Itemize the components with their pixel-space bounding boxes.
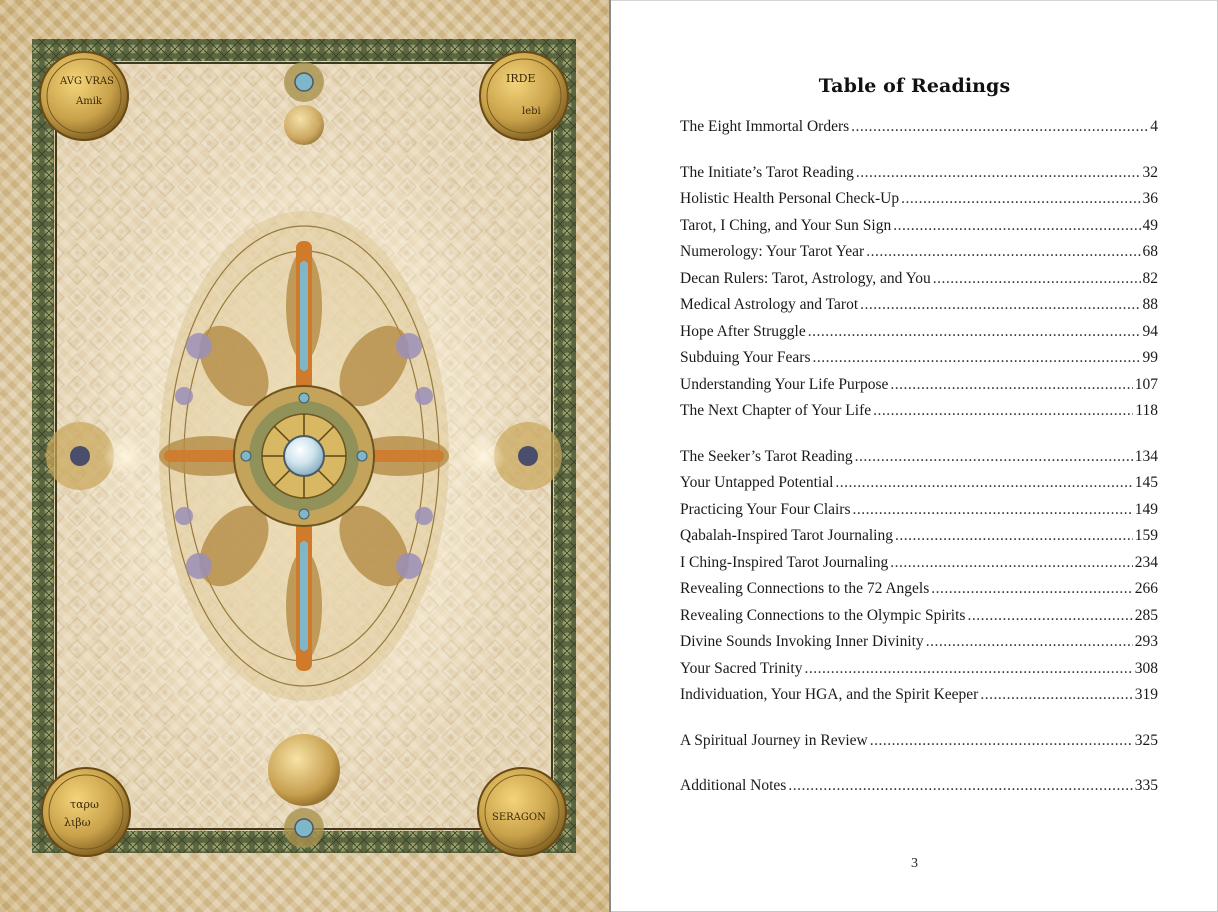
toc-dot-leader xyxy=(804,660,1132,678)
toc-entry-title: Tarot, I Ching, and Your Sun Sign xyxy=(680,216,892,234)
svg-text:AVG VRAS: AVG VRAS xyxy=(60,76,114,87)
toc-dot-leader xyxy=(901,190,1140,208)
toc-entry-title: Your Untapped Potential xyxy=(680,474,834,491)
toc-entry-title: Revealing Connections to the 72 Angels xyxy=(680,580,930,597)
toc-entry[interactable] xyxy=(680,501,1158,528)
toc-dot-leader xyxy=(931,580,1132,598)
toc-entry-title: A Spiritual Journey in Review xyxy=(680,731,868,749)
toc-entry-page: 68 xyxy=(1142,243,1158,260)
toc-entry[interactable] xyxy=(680,270,1158,297)
toc-group-gap xyxy=(680,145,1158,164)
toc-dot-leader xyxy=(933,270,1141,288)
toc-entry-page: 118 xyxy=(1135,402,1158,419)
toc-entry-title: Hope After Struggle xyxy=(680,322,806,340)
coin-bottom-left xyxy=(42,768,130,856)
toc-group-gap xyxy=(680,713,1158,732)
toc-entry-page: 36 xyxy=(1142,190,1158,207)
toc-dot-leader xyxy=(856,164,1141,182)
toc-entry-title: Numerology: Your Tarot Year xyxy=(680,243,865,260)
toc-entry[interactable] xyxy=(680,118,1158,145)
toc-entry[interactable] xyxy=(680,323,1158,350)
toc-dot-leader xyxy=(873,402,1133,420)
toc-entry[interactable] xyxy=(680,527,1158,554)
svg-text:lebi: lebi xyxy=(522,106,541,117)
toc-entry-page: 88 xyxy=(1142,296,1158,313)
svg-text:SERAGON: SERAGON xyxy=(492,812,546,823)
toc-entry-title: Medical Astrology and Tarot xyxy=(680,296,859,313)
coin-top-right xyxy=(480,52,568,140)
svg-text:Amik: Amik xyxy=(76,96,102,107)
toc-group-gap xyxy=(680,758,1158,777)
toc-entry[interactable] xyxy=(680,777,1158,804)
central-mandala xyxy=(159,211,449,701)
toc-entry-page: 32 xyxy=(1142,163,1158,181)
toc-entry[interactable] xyxy=(680,376,1158,403)
toc-entry-title: Additional Notes xyxy=(680,777,787,794)
toc-entry[interactable] xyxy=(680,660,1158,687)
toc-dot-leader xyxy=(870,732,1133,750)
toc-entry-page: 293 xyxy=(1134,633,1158,650)
toc-entry-title: Decan Rulers: Tarot, Astrology, and You xyxy=(680,269,931,287)
toc-entry-page: 49 xyxy=(1142,216,1158,234)
toc-entry-title: Divine Sounds Invoking Inner Divinity xyxy=(680,633,924,650)
toc-entry[interactable] xyxy=(680,554,1158,581)
toc-dot-leader xyxy=(855,448,1133,466)
toc-entry-title: Qabalah-Inspired Tarot Journaling xyxy=(680,527,893,544)
toc-dot-leader xyxy=(853,501,1133,519)
toc-entry-title: The Initiate’s Tarot Reading xyxy=(680,163,854,181)
toc-entry-page: 266 xyxy=(1134,580,1158,597)
toc-entry-title: Your Sacred Trinity xyxy=(680,659,803,677)
toc-entry-page: 325 xyxy=(1134,731,1158,749)
toc-entry-title: The Eight Immortal Orders xyxy=(680,118,850,135)
toc-dot-leader xyxy=(788,777,1132,795)
toc-dot-leader xyxy=(967,607,1132,625)
toc-list xyxy=(680,118,1158,804)
toc-entry-title: Holistic Health Personal Check-Up xyxy=(680,190,900,207)
table-of-readings-page xyxy=(611,0,1218,912)
toc-dot-leader xyxy=(860,296,1140,314)
toc-dot-leader xyxy=(893,217,1140,235)
coin-top-left xyxy=(40,52,128,140)
toc-entry-title: Revealing Connections to the Olympic Spirits xyxy=(680,606,966,624)
toc-entry[interactable] xyxy=(680,607,1158,634)
toc-entry-title: The Next Chapter of Your Life xyxy=(680,402,872,419)
toc-entry-page: 234 xyxy=(1134,553,1158,571)
toc-entry[interactable] xyxy=(680,686,1158,713)
toc-entry-page: 99 xyxy=(1142,349,1158,366)
toc-dot-leader xyxy=(980,686,1132,704)
toc-entry-page: 134 xyxy=(1134,447,1158,465)
toc-entry-page: 107 xyxy=(1134,375,1158,393)
toc-dot-leader xyxy=(808,323,1141,341)
toc-dot-leader xyxy=(851,118,1148,136)
toc-entry[interactable] xyxy=(680,217,1158,244)
toc-entry[interactable] xyxy=(680,243,1158,270)
toc-dot-leader xyxy=(812,349,1140,367)
svg-text:IRDE: IRDE xyxy=(506,72,536,85)
toc-entry-title: Individuation, Your HGA, and the Spirit Keeper xyxy=(680,686,979,703)
toc-entry[interactable] xyxy=(680,580,1158,607)
toc-entry-page: 145 xyxy=(1134,474,1158,491)
svg-text:λιβω: λιβω xyxy=(64,816,91,829)
toc-entry-title: Practicing Your Four Clairs xyxy=(680,500,851,518)
toc-entry-page: 308 xyxy=(1134,659,1158,677)
toc-entry[interactable] xyxy=(680,732,1158,759)
bottom-ornament xyxy=(268,734,340,848)
toc-entry-title: I Ching-Inspired Tarot Journaling xyxy=(680,553,889,571)
toc-dot-leader xyxy=(895,527,1133,545)
toc-group-gap xyxy=(680,429,1158,448)
toc-entry[interactable] xyxy=(680,474,1158,501)
toc-dot-leader xyxy=(890,554,1132,572)
toc-entry[interactable] xyxy=(680,402,1158,429)
toc-entry[interactable] xyxy=(680,164,1158,191)
toc-entry-page: 94 xyxy=(1142,322,1158,340)
toc-dot-leader xyxy=(835,474,1132,492)
toc-entry-title: Subduing Your Fears xyxy=(680,349,811,366)
toc-dot-leader xyxy=(890,376,1132,394)
toc-entry[interactable] xyxy=(680,296,1158,323)
toc-entry[interactable] xyxy=(680,448,1158,475)
toc-entry[interactable] xyxy=(680,349,1158,376)
toc-entry-page: 285 xyxy=(1134,606,1158,624)
toc-entry-page: 149 xyxy=(1134,500,1158,518)
toc-entry-page: 335 xyxy=(1134,777,1158,794)
toc-dot-leader xyxy=(866,243,1140,261)
toc-entry-page: 4 xyxy=(1150,118,1158,135)
toc-entry-page: 319 xyxy=(1134,686,1158,703)
toc-entry[interactable] xyxy=(680,190,1158,217)
page-title: Table of Readings xyxy=(818,75,1011,97)
svg-text:ταρω: ταρω xyxy=(70,798,99,811)
coin-bottom-right xyxy=(478,768,566,856)
toc-entry-page: 159 xyxy=(1134,527,1158,544)
toc-entry-title: Understanding Your Life Purpose xyxy=(680,375,889,393)
toc-entry[interactable] xyxy=(680,633,1158,660)
toc-dot-leader xyxy=(926,633,1133,651)
toc-entry-page: 82 xyxy=(1142,269,1158,287)
page-number: 3 xyxy=(911,856,918,871)
toc-entry-title: The Seeker’s Tarot Reading xyxy=(680,447,853,465)
